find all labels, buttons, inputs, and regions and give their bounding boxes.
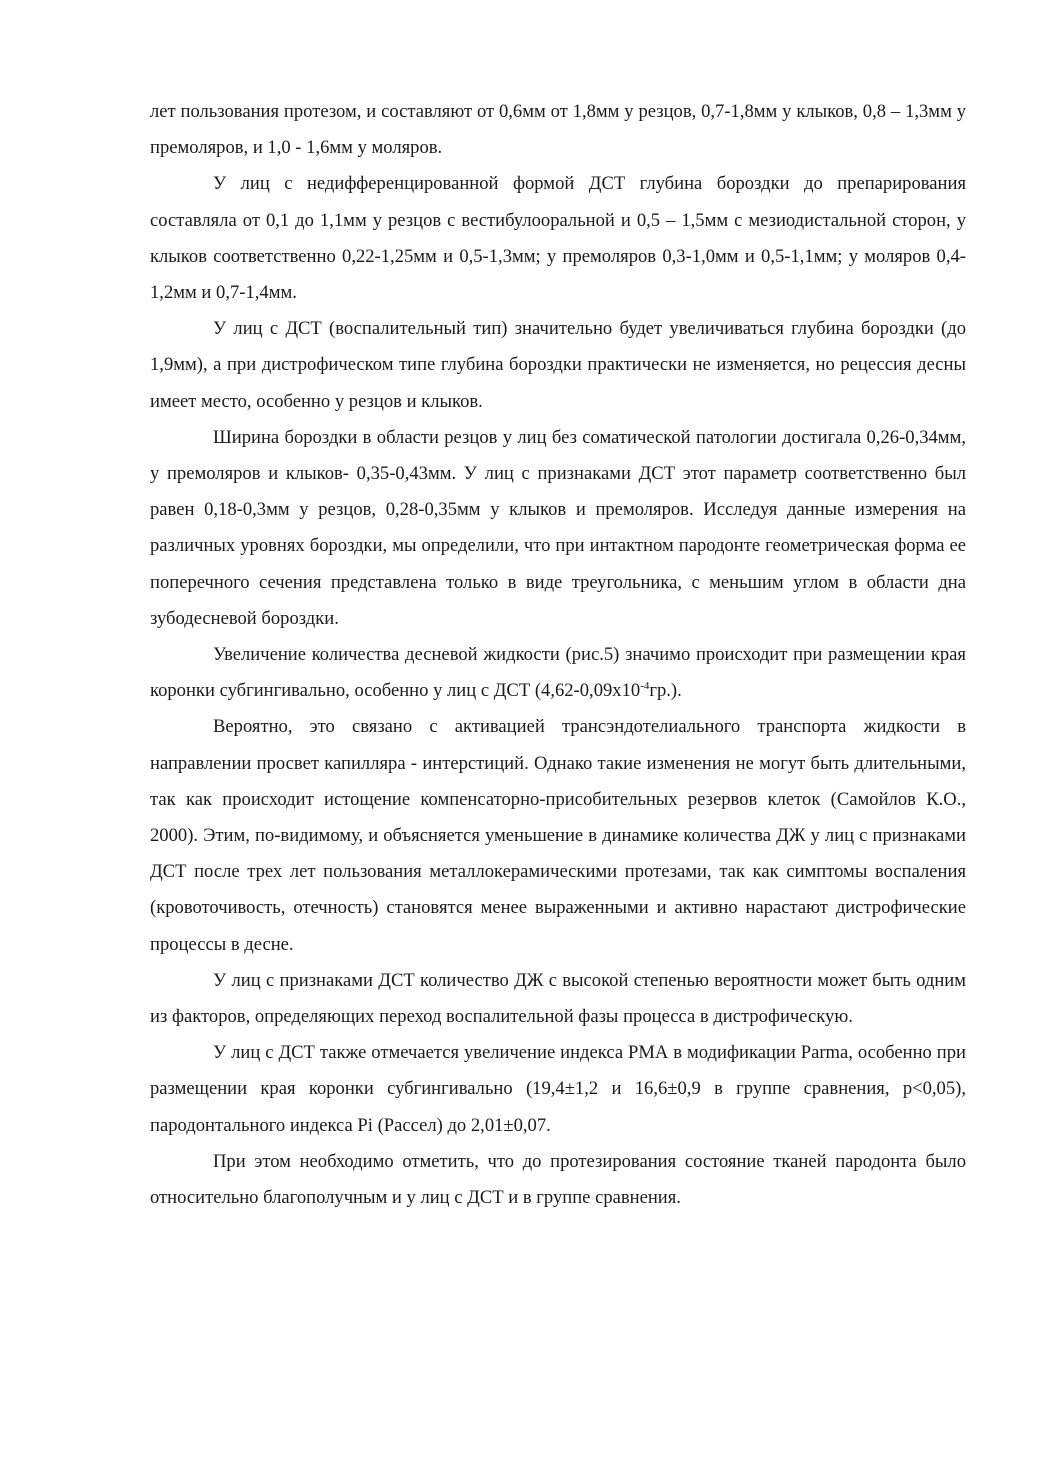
gingival-fluid-unit: гр.). [649, 680, 682, 702]
paragraph-sulcus-depth: У лиц с недифференцированной формой ДСТ глубина бороздки до препарирования составляла от 0,1 до 1,1мм у резцов с вестибулооральной и 0,5 – 1,5мм с мезиодистальной сторон, у клыков соответственно 0,22-1,25мм и 0,5-1,3мм; у премоляров 0,3-1,0мм и 0,5-1,1мм; у моляров 0,4-1,2мм и 0,7-1,4мм. [150, 173, 966, 304]
paragraph-pma-index: У лиц с ДСТ также отмечается увеличение индекса РМА в модификации Parma, особенно при размещении края коронки субгингивально (19,4±1,2 и 16,6±0,9 в группе сравнения, p<0,05), пародонтального индекса Pi (Рассел) до 2,01±0,07. [150, 1042, 966, 1136]
paragraph-transendothelial: Вероятно, это связано с активацией трансэндотелиального транспорта жидкости в направлении просвет капилляра - интерстиций. Однако такие изменения не могут быть длительными, так как происходит истощение компенсаторно-присобительных резервов клеток (Самойлов К.О., 2000). Этим, по-видимому, и объясняется уменьшение в динамике количества ДЖ у лиц с признаками ДСТ после трех лет пользования металлокерамическими протезами, так как симптомы воспаления (кровоточивость, отечность) становятся менее выраженными и активно нарастают дистрофические процессы в десне. [150, 716, 966, 955]
paragraph-inflammatory-type: У лиц с ДСТ (воспалительный тип) значительно будет увеличиваться глубина бороздки (до 1,9мм), а при дистрофическом типе глубина бороздки практически не изменяется, но рецессия десны имеет место, особенно у резцов и клыков. [150, 318, 966, 412]
paragraph-sulcus-width: Ширина бороздки в области резцов у лиц без соматической патологии достигала 0,26-0,34мм, у премоляров и клыков- 0,35-0,43мм. У лиц с признаками ДСТ этот параметр соответственно был равен 0,18-0,3мм у резцов, 0,28-0,35мм у клыков и премоляров. Исследуя данные измерения на различных уровнях бороздки, мы определили, что при интактном пародонте геометрическая форма ее поперечного сечения представлена только в виде треугольника, с меньшим углом в области дна зубодесневой бороздки. [150, 426, 966, 629]
paragraph-gingival-fluid [150, 637, 966, 709]
document-page [150, 94, 966, 1216]
paragraph-conclusion: При этом необходимо отметить, что до протезирования состояние тканей пародонта было относительно благополучным и у лиц с ДСТ и в группе сравнения. [150, 1150, 966, 1209]
paragraph-dystrophic-phase: У лиц с признаками ДСТ количество ДЖ с высокой степенью вероятности может быть одним из факторов, определяющих переход воспалительной фазы процесса в дистрофическую. [150, 969, 966, 1028]
exponent-superscript: -4 [640, 680, 650, 693]
gingival-fluid-text: Увеличение количества десневой жидкости (рис.5) значимо происходит при размещении края коронки субгингивально, особенно у лиц с ДСТ (4,62-0,09х10 [150, 644, 966, 702]
paragraph-continuation: лет пользования протезом, и составляют от 0,6мм от 1,8мм у резцов, 0,7-1,8мм у клыков, 0,8 – 1,3мм у премоляров, и 1,0 - 1,6мм у моляров. [150, 101, 966, 159]
